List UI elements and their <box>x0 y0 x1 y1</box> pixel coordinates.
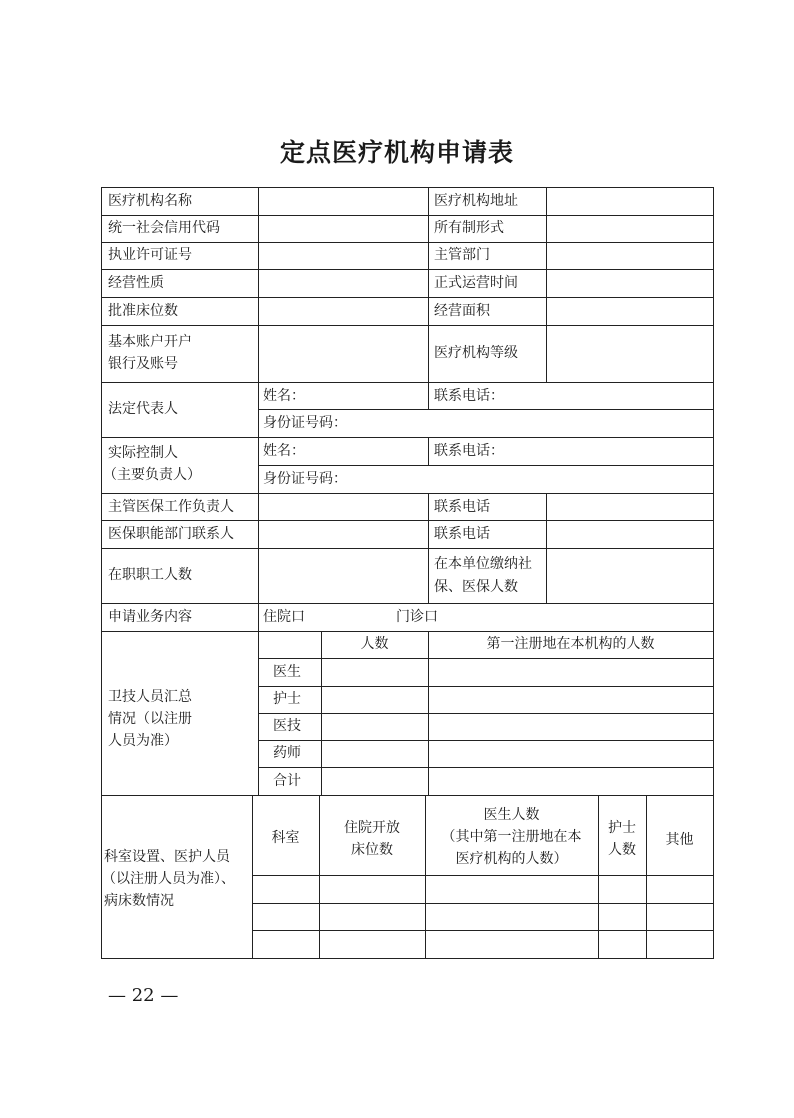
label-level: 医疗机构等级 <box>434 345 518 361</box>
label-dept-contact: 医保职能部门联系人 <box>108 526 234 542</box>
label-insurance-head: 主管医保工作负责人 <box>108 499 234 515</box>
label-license-no: 执业许可证号 <box>108 247 192 263</box>
row-label-technician: 医技 <box>273 718 301 734</box>
row-label-pharmacist: 药师 <box>273 745 301 761</box>
option-outpatient[interactable]: 门诊口 <box>396 609 438 625</box>
label-beds: 批准床位数 <box>108 303 178 319</box>
label-institution-address: 医疗机构地址 <box>434 193 518 209</box>
label-departments-line2: （以注册人员为准）、 <box>102 871 235 887</box>
label-staff-summary-line3: 人员为准） <box>108 733 178 749</box>
col-header-doctors-line1: 医生人数 <box>483 807 540 823</box>
label-legal-rep: 法定代表人 <box>108 401 178 417</box>
col-header-other: 其他 <box>665 832 694 848</box>
controller-id: 身份证号码： <box>263 471 347 487</box>
label-phone-2: 联系电话 <box>434 526 490 542</box>
legal-rep-id: 身份证号码： <box>263 415 347 431</box>
label-operation-time: 正式运营时间 <box>434 275 518 291</box>
row-label-total: 合计 <box>273 773 301 789</box>
controller-phone: 联系电话： <box>434 443 504 459</box>
col-header-beds-line1: 住院开放 <box>344 820 400 836</box>
col-header-nurses-line2: 人数 <box>608 842 636 858</box>
legal-rep-phone: 联系电话： <box>434 388 504 404</box>
label-staff-summary-line2: 情况（以注册 <box>108 711 192 727</box>
col-header-doctors-line3: 医疗机构的人数） <box>455 851 568 867</box>
col-header-dept: 科室 <box>271 830 300 846</box>
page-title: 定点医疗机构申请表 <box>279 138 514 167</box>
label-staff-count: 在职职工人数 <box>108 567 192 583</box>
label-area: 经营面积 <box>434 303 490 319</box>
label-departments-line3: 病床数情况 <box>104 893 174 909</box>
option-inpatient[interactable]: 住院口 <box>263 609 305 625</box>
label-business: 申请业务内容 <box>108 609 192 625</box>
label-institution-name: 医疗机构名称 <box>108 193 192 209</box>
label-credit-code: 统一社会信用代码 <box>108 220 220 236</box>
col-header-count: 人数 <box>360 636 389 652</box>
col-header-first-reg: 第一注册地在本机构的人数 <box>486 636 655 652</box>
label-ownership: 所有制形式 <box>434 220 504 236</box>
col-header-beds-line2: 床位数 <box>351 842 393 858</box>
label-insured-line1: 在本单位缴纳社 <box>434 556 532 572</box>
controller-name: 姓名： <box>263 443 305 459</box>
label-controller-line2: （主要负责人） <box>103 467 201 483</box>
label-bank-line1: 基本账户开户 <box>108 334 192 350</box>
label-phone-1: 联系电话 <box>434 499 490 515</box>
row-label-nurse: 护士 <box>273 691 301 707</box>
label-controller-line1: 实际控制人 <box>108 445 178 461</box>
label-departments-line1: 科室设置、医护人员 <box>104 849 230 865</box>
label-business-nature: 经营性质 <box>108 275 164 291</box>
label-staff-summary-line1: 卫技人员汇总 <box>108 689 192 705</box>
page-number: — 22 — <box>108 985 179 1006</box>
row-label-doctor: 医生 <box>273 664 301 680</box>
legal-rep-name: 姓名： <box>263 388 305 404</box>
label-insured-line2: 保、医保人数 <box>434 579 518 595</box>
label-authority: 主管部门 <box>434 247 490 263</box>
col-header-nurses-line1: 护士 <box>608 820 636 836</box>
label-bank-line2: 银行及账号 <box>108 356 178 372</box>
col-header-doctors-line2: （其中第一注册地在本 <box>441 829 582 845</box>
